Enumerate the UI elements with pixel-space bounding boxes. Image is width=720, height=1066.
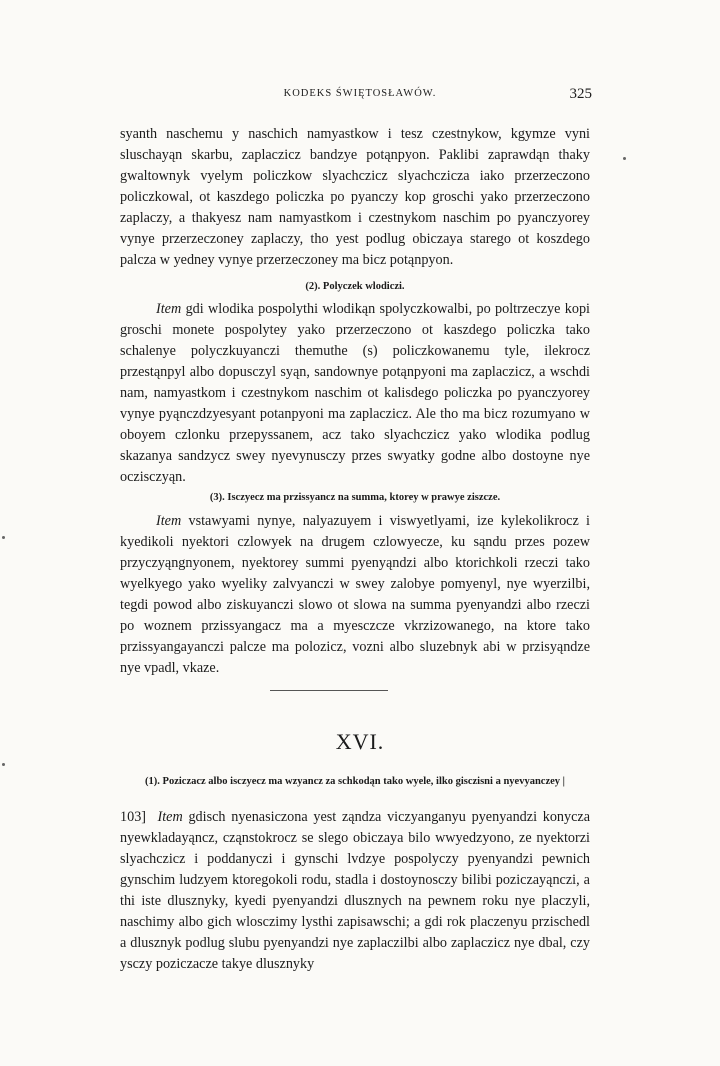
chapter-paragraph	[120, 807, 590, 975]
section-3-heading: (3). Isczyecz ma przissyancz na summa, ktorey w prawye ziszcze.	[209, 492, 501, 503]
page-number: 325	[569, 86, 592, 102]
margin-speck	[623, 157, 626, 160]
chapter-heading-text: (1). Poziczacz albo isczyecz ma wzyancz za schkodąn tako wyele, ilko gisczisni a nyevyanczey	[145, 776, 561, 787]
chapter-heading-tail: |	[562, 776, 565, 787]
chapter-heading	[120, 773, 590, 790]
margin-speck	[2, 763, 5, 766]
section-2-lead: Item	[156, 301, 182, 317]
section-3-paragraph	[120, 511, 590, 679]
section-2-paragraph	[120, 299, 590, 488]
chapter-numeral: XVI.	[335, 729, 385, 754]
paragraph-1-text: syanth naschemu y naschich namyastkow i tesz czestnykow, kgymze vyni sluschayąn skarbu, zaplaczicz bandzye potąnpyon. Paklibi zaprawdąn thaky gwaltownyk vyelym policzkow slyachczicz slyachczicza iako przerzeczono policzkowal, ot kaszdego policzka po pyanczy kop groschi yako przerzeczono zaplaczy, a thakyesz nam namyastkom i czestnykom naschim po pyanczyorey vynye przerzeczoney zaplaczy, tho yest podlug obiczaya starego ot koszdego palcza w yedney vynye przerzeczoney ma bicz potąnpyon.	[120, 126, 590, 268]
section-2-text: gdi wlodika pospolythi wlodikąn spolyczkowalbi, po poltrzeczye kopi groschi monete pospolytey yako przerzeczono ot kaszdego policzka tako schalenye polyczkuyanczi themuthe (s) policzkowanemu tyle, ilekrocz przestąnpyl albo dopusczyl syąn, sandownye potąnpyoni ma zaplaczicz, a wschdi nam, namyastkom i czestnykom naschim ot kalisdego policzka po pyanczyorey vynye pyąnczdzyesyant potanpyoni ma zaplaczicz. Ale tho ma bicz rozumyano w oboyem czlonku przepyssanem, acz tako slyachczicz yako wlodika podlug skazanya sandzycz swey nyevynusczy przes swyatky godne albo dostoyne nye oczisczyąn.	[120, 301, 590, 485]
running-title: KODEKS ŚWIĘTOSŁAWÓW.	[283, 88, 437, 99]
section-3-text: vstawyami nynye, nalyazuyem i viswyetlyami, ize kylekolikrocz i kyedikoli nyektori czlowyek na drugem czlowyecze, ku sąndu przes pozew przyczyąngnyonem, nyektorey summi pyenyąndzi albo ktorichkoli rzeczi tako wyelkyego yako wyeliky zalvyanczi w swey zalobye pomyenyl, nye wyerzilbi, tegdi powod albo ziskuyanczi slowo ot slowa na summa pyenyandzi albo rzeczi po woznem przissyangacz ma a myesczcze vkrzizowanego, na ktore tako przissyangayanczi palcze ma polozicz, vozni albo sluzebnyk abi w przisyąndze nye vpadl, vkaze.	[120, 513, 590, 676]
line-reference: 103]	[120, 809, 147, 825]
section-2-heading: (2). Polyczek wlodiczi.	[305, 281, 405, 292]
chapter-lead: Item	[157, 809, 183, 825]
margin-speck	[2, 536, 5, 539]
paragraph-continuation	[120, 124, 590, 271]
chapter-text: gdisch nyenasiczona yest ząndza viczyanganyu pyenyandzi konycza nyewkladayąncz, cząnstokrocz se slego obiczaya bilo wwyedzyono, ze nyektorzi slyachczicz i poddanyczi i gynschi lvdzye pospolyczy pyenyandzi pewnich gynschim ludzyem ktoregokoli rodu, stadla i dostoynosczy bilibi poziczayąnczi, a thi iste dlusznyky, kyedi pyenyandzi dlusznych na pewnem roku nye placzyli, naschimy albo gich wlosczimy lysthi zapisawschi; a gdi rok placzenyu przischedl a dlusznyk podlug slubu pyenyandzi nye zaplaczilbi albo zaplaczicz nye dbal, czy ysczy poziczacze takye dlusznyky	[120, 809, 591, 972]
section-divider	[270, 690, 388, 691]
section-3-lead: Item	[156, 513, 182, 529]
